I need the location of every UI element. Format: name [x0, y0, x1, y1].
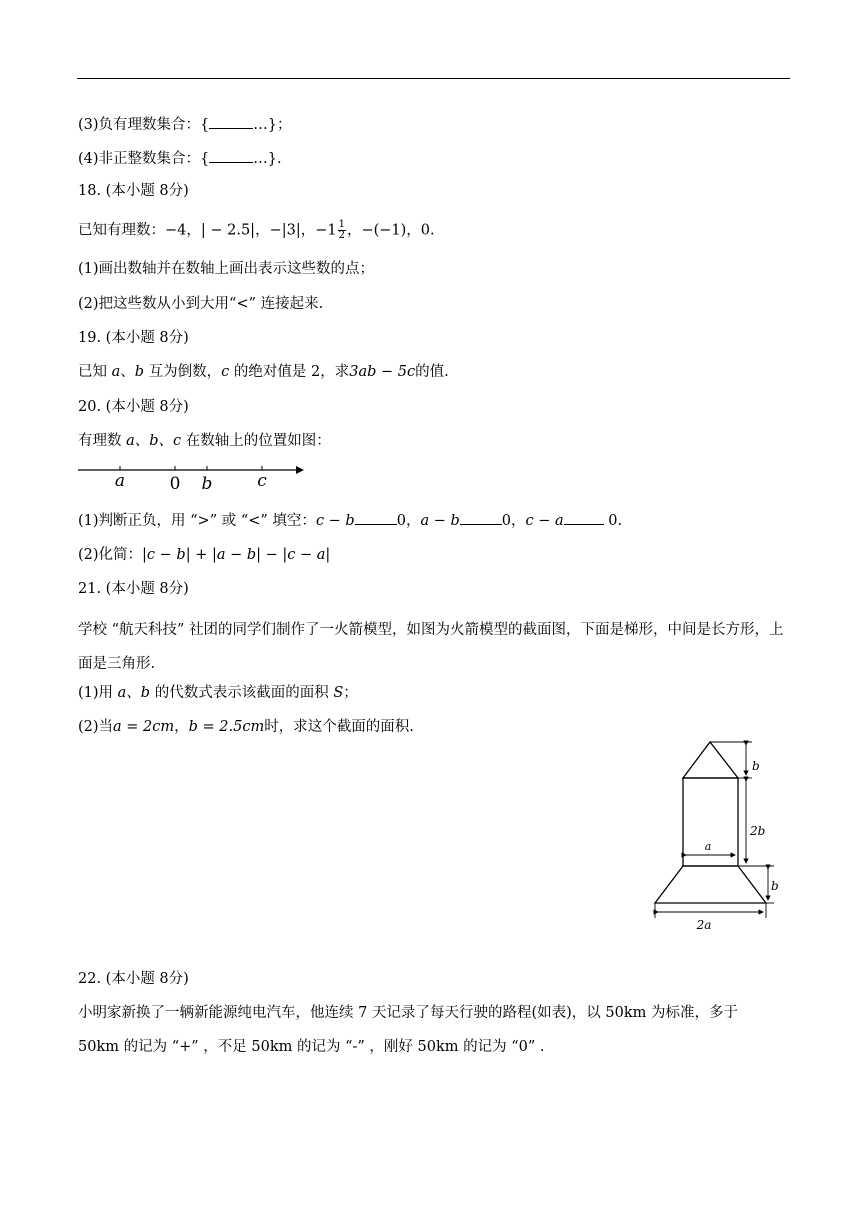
q19-body: 已知 a、b 互为倒数，c 的绝对值是 2，求3ab − 5c的值.	[78, 364, 449, 380]
arrow-head-icon	[296, 466, 304, 474]
dim-label-bottom: b	[771, 879, 779, 893]
q18-part1: (1)画出数轴并在数轴上画出表示这些数的点；	[78, 261, 375, 277]
q20-header: 20. (本小题 8分)	[78, 399, 189, 415]
q21-header: 21. (本小题 8分)	[78, 581, 189, 597]
q21-intro: 学校 “航天科技” 社团的同学们制作了一火箭模型，如图为火箭模型的截面图，下面是梯形，中间是长方形，上面是三角形.	[78, 622, 784, 672]
answer-blank[interactable]	[355, 510, 397, 525]
label-zero: 0	[169, 474, 181, 494]
answer-blank[interactable]	[209, 148, 253, 163]
q17-item4: (4)非正整数集合：{ …}.	[78, 148, 282, 169]
q17-item3: (3)负有理数集合：{ …}；	[78, 114, 292, 135]
q22-line1: 小明家新换了一辆新能源纯电汽车，他连续 7 天记录了每天行驶的路程(如表)，以 50km 为标准，多于	[78, 1005, 738, 1021]
dim-label-base-width: 2a	[696, 918, 712, 932]
label-a: a	[114, 471, 126, 491]
q20-intro: 有理数 a、b、c 在数轴上的位置如图：	[78, 433, 331, 449]
number-line-figure	[76, 458, 304, 494]
answer-blank[interactable]	[209, 114, 253, 129]
q21-part1: (1)用 a、b 的代数式表示该截面的面积 S；	[78, 685, 358, 701]
q19-header: 19. (本小题 8分)	[78, 330, 189, 346]
fraction-one-half: $\frac{1}{2}$	[338, 219, 345, 241]
header-rule	[77, 78, 790, 79]
triangle-top	[683, 742, 738, 778]
dim-label-top: b	[752, 759, 760, 773]
q18-part2: (2)把这些数从小到大用“<” 连接起来.	[78, 296, 324, 312]
label-c: c	[257, 471, 267, 491]
answer-blank[interactable]	[564, 510, 604, 525]
rocket-cross-section-figure	[646, 736, 786, 938]
q21-part2: (2)当a = 2cm，b = 2.5cm时，求这个截面的面积.	[78, 719, 414, 735]
dim-label-rect-width: a	[704, 840, 712, 853]
q18-intro: 已知有理数：−4，| − 2.5|，−|3|，−1 $\frac{1}{2}$ ，−(−1)，0.	[78, 219, 435, 241]
trapezoid-bottom	[655, 866, 766, 903]
dim-label-middle: 2b	[750, 824, 766, 838]
q22-line2: 50km 的记为 “+” ，不足 50km 的记为 “-” ，刚好 50km 的记为 “0” .	[78, 1039, 545, 1055]
q18-header: 18. (本小题 8分)	[78, 183, 189, 199]
q20-part1: (1)判断正负，用 “>” 或 “<” 填空：c − b 0，a − b 0，c − a 0.	[78, 510, 622, 531]
q20-part2: (2)化简：|c − b| + |a − b| − |c − a|	[78, 547, 331, 563]
q22-header: 22. (本小题 8分)	[78, 971, 189, 987]
label-b: b	[201, 474, 213, 494]
answer-blank[interactable]	[460, 510, 502, 525]
